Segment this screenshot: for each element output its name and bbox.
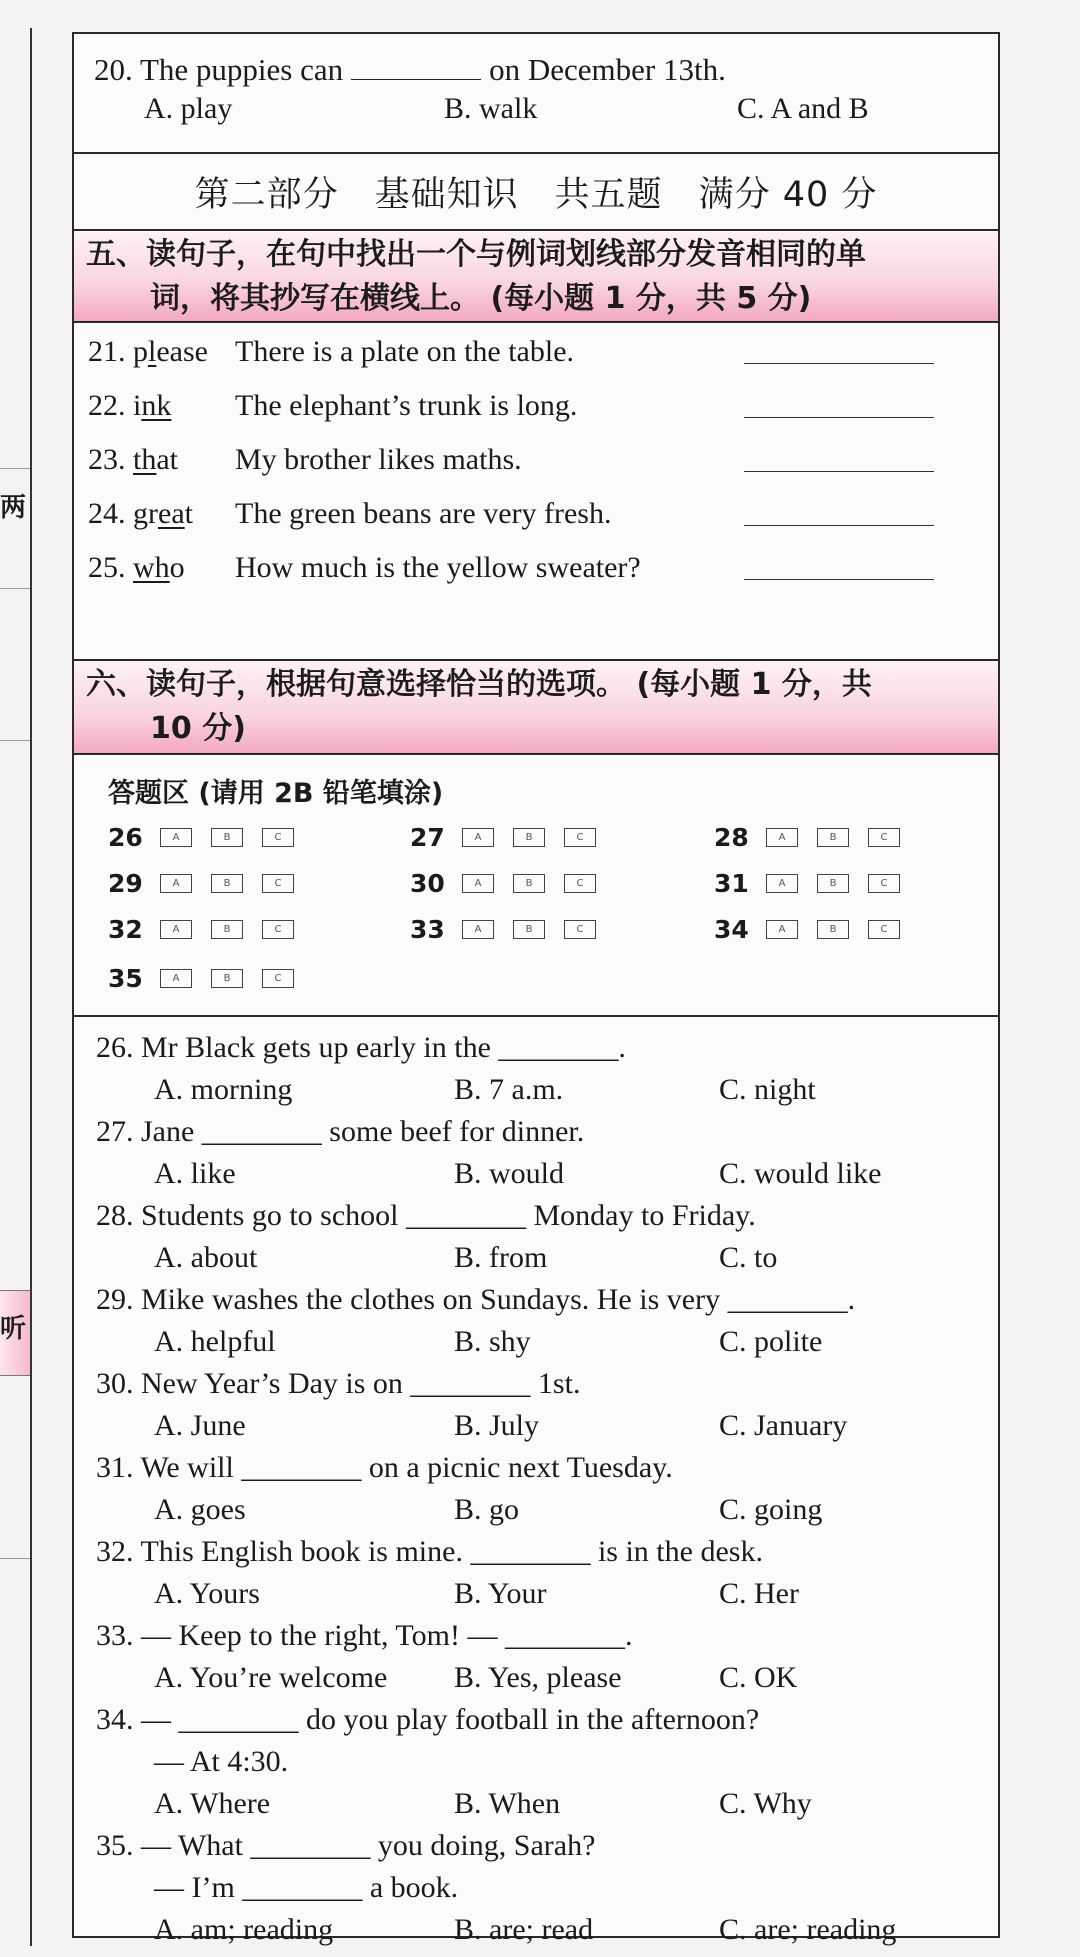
- phonics-sentence: My brother likes maths.: [235, 443, 522, 476]
- answer-line: [744, 341, 934, 364]
- bubble-row: [108, 869, 313, 898]
- answer-bubble[interactable]: B: [513, 828, 545, 847]
- answer-bubble[interactable]: A: [160, 828, 192, 847]
- question-stem: 31. We will ________ on a picnic next Tuesday.: [96, 1451, 673, 1484]
- question-dialog-line: — I’m ________ a book.: [154, 1871, 459, 1904]
- example-word: 23. that: [88, 443, 178, 476]
- bubble-row: [410, 823, 615, 852]
- option-c: C. OK: [719, 1661, 798, 1694]
- option-b: B. go: [454, 1493, 520, 1526]
- part-title-segment: 共五题: [554, 174, 663, 215]
- question-stem: 30. New Year’s Day is on ________ 1st.: [96, 1367, 581, 1400]
- margin-divider: [0, 468, 30, 469]
- option-b: B. July: [454, 1409, 540, 1442]
- answer-bubble[interactable]: C: [564, 828, 596, 847]
- option-b: B. would: [454, 1157, 565, 1190]
- answer-bubble[interactable]: C: [262, 874, 294, 893]
- phonics-sentence: The green beans are very fresh.: [235, 497, 612, 530]
- option-c: C. January: [719, 1409, 848, 1442]
- question-stem: 28. Students go to school ________ Monday to Friday.: [96, 1199, 756, 1232]
- question-stem: 32. This English book is mine. ________ is in the desk.: [96, 1535, 763, 1568]
- example-word: 24. great: [88, 497, 193, 530]
- bubble-row: [410, 915, 615, 944]
- answer-bubble[interactable]: C: [262, 828, 294, 847]
- bubble-question-number: 30: [410, 869, 445, 898]
- option-a: A. helpful: [154, 1325, 276, 1358]
- bubble-question-number: 27: [410, 823, 445, 852]
- bubble-row: [714, 915, 919, 944]
- header-line: 10 分): [150, 711, 246, 746]
- answer-bubble[interactable]: B: [211, 874, 243, 893]
- answer-bubble[interactable]: A: [766, 828, 798, 847]
- answer-bubble[interactable]: B: [211, 969, 243, 988]
- bubble-question-number: 34: [714, 915, 749, 944]
- part-title-segment: 第二部分: [194, 174, 339, 215]
- question-stem: 29. Mike washes the clothes on Sundays. He is very ________.: [96, 1283, 856, 1316]
- margin-divider: [0, 740, 30, 741]
- example-word: 25. who: [88, 551, 185, 584]
- option-c: C. polite: [719, 1325, 823, 1358]
- answer-bubble[interactable]: A: [160, 969, 192, 988]
- answer-area-title: 答题区 (请用 2B 铅笔填涂): [108, 778, 444, 809]
- answer-bubble[interactable]: B: [513, 874, 545, 893]
- answer-bubble[interactable]: A: [462, 828, 494, 847]
- margin-divider: [0, 1558, 30, 1559]
- option-a: A. like: [154, 1157, 236, 1190]
- option-b: B. Your: [454, 1577, 547, 1610]
- answer-bubble[interactable]: B: [817, 828, 849, 847]
- option-a: A. You’re welcome: [154, 1661, 388, 1694]
- option-c: C. Why: [719, 1787, 812, 1820]
- bubble-question-number: 32: [108, 915, 143, 944]
- bubble-question-number: 28: [714, 823, 749, 852]
- option-a: A. morning: [154, 1073, 293, 1106]
- bubble-row: [714, 823, 919, 852]
- section-5-body: [74, 323, 998, 659]
- bubble-question-number: 26: [108, 823, 143, 852]
- phonics-sentence: There is a plate on the table.: [235, 335, 575, 368]
- option-b: B. walk: [444, 92, 538, 125]
- exam-page: [72, 32, 1000, 1946]
- option-b: B. When: [454, 1787, 561, 1820]
- margin-char: 两: [0, 493, 27, 523]
- option-b: B. 7 a.m.: [454, 1073, 564, 1106]
- option-a: A. Where: [154, 1787, 271, 1820]
- option-b: B. Yes, please: [454, 1661, 622, 1694]
- answer-bubble[interactable]: C: [564, 920, 596, 939]
- answer-bubble[interactable]: C: [868, 874, 900, 893]
- left-margin-strip: [0, 28, 32, 1946]
- answer-bubble[interactable]: C: [262, 969, 294, 988]
- bubble-row: [108, 964, 313, 993]
- answer-line: [744, 449, 934, 472]
- margin-char: 听: [0, 1314, 27, 1344]
- option-c: C. to: [719, 1241, 778, 1274]
- section-6-header: [74, 659, 998, 755]
- answer-sheet-area: [74, 755, 998, 1017]
- question-stem: 34. — ________ do you play football in the afternoon?: [96, 1703, 760, 1736]
- margin-divider: [0, 588, 30, 589]
- bubble-row: [108, 915, 313, 944]
- answer-line: [744, 395, 934, 418]
- bubble-question-number: 35: [108, 964, 143, 993]
- option-a: A. play: [144, 92, 233, 125]
- part-title: [74, 154, 998, 229]
- phonics-sentence: The elephant’s trunk is long.: [235, 389, 578, 422]
- option-c: C. Her: [719, 1577, 799, 1610]
- answer-bubble[interactable]: C: [564, 874, 596, 893]
- question-stem: 27. Jane ________ some beef for dinner.: [96, 1115, 585, 1148]
- answer-bubble[interactable]: B: [211, 828, 243, 847]
- header-line: 六、读句子，根据句意选择恰当的选项。 (每小题 1 分，共: [86, 667, 872, 702]
- option-c: C. A and B: [737, 92, 869, 125]
- stem-text: on December 13th.: [489, 52, 726, 87]
- question-stem: 26. Mr Black gets up early in the ________.: [96, 1031, 626, 1064]
- answer-bubble[interactable]: B: [817, 920, 849, 939]
- bubble-question-number: 33: [410, 915, 445, 944]
- bubble-row: [108, 823, 313, 852]
- option-a: A. June: [154, 1409, 246, 1442]
- option-a: A. about: [154, 1241, 258, 1274]
- question-stem: 33. — Keep to the right, Tom! — ________.: [96, 1619, 633, 1652]
- bubble-question-number: 31: [714, 869, 749, 898]
- answer-bubble[interactable]: A: [766, 920, 798, 939]
- answer-bubble[interactable]: A: [160, 920, 192, 939]
- example-word: 21. please: [88, 335, 208, 368]
- part-title-segment: 满分 40 分: [698, 174, 878, 215]
- part-title-segment: 基础知识: [374, 174, 519, 215]
- answer-bubble[interactable]: A: [462, 874, 494, 893]
- answer-line: [744, 503, 934, 526]
- answer-line: [744, 557, 934, 580]
- answer-bubble[interactable]: A: [160, 874, 192, 893]
- option-a: A. Yours: [154, 1577, 260, 1610]
- answer-bubble[interactable]: B: [817, 874, 849, 893]
- question-stem: [94, 52, 726, 88]
- option-c: C. night: [719, 1073, 816, 1106]
- stem-text: 20. The puppies can: [94, 52, 344, 87]
- option-c: C. are; reading: [719, 1913, 897, 1946]
- option-a: A. goes: [154, 1493, 246, 1526]
- question-stem: 35. — What ________ you doing, Sarah?: [96, 1829, 596, 1862]
- option-b: B. shy: [454, 1325, 531, 1358]
- question-dialog-line: — At 4:30.: [154, 1745, 289, 1778]
- answer-bubble[interactable]: C: [868, 920, 900, 939]
- bubble-question-number: 29: [108, 869, 143, 898]
- option-c: C. going: [719, 1493, 823, 1526]
- questions-26-35: [74, 1017, 998, 1946]
- answer-blank: [351, 57, 481, 80]
- option-b: B. are; read: [454, 1913, 594, 1946]
- option-a: A. am; reading: [154, 1913, 334, 1946]
- option-b: B. from: [454, 1241, 548, 1274]
- answer-bubble[interactable]: C: [262, 920, 294, 939]
- option-c: C. would like: [719, 1157, 882, 1190]
- example-word: 22. ink: [88, 389, 172, 422]
- bubble-row: [714, 869, 919, 898]
- answer-bubble[interactable]: B: [211, 920, 243, 939]
- answer-bubble[interactable]: C: [868, 828, 900, 847]
- bubble-row: [410, 869, 615, 898]
- header-line: 词，将其抄写在横线上。 (每小题 1 分，共 5 分): [150, 281, 812, 316]
- section-5-header: [74, 229, 998, 323]
- header-line: 五、读句子，在句中找出一个与例词划线部分发音相同的单: [86, 237, 866, 272]
- question-20: [74, 34, 998, 154]
- answer-bubble[interactable]: A: [462, 920, 494, 939]
- answer-bubble[interactable]: A: [766, 874, 798, 893]
- answer-bubble[interactable]: B: [513, 920, 545, 939]
- phonics-sentence: How much is the yellow sweater?: [235, 551, 641, 584]
